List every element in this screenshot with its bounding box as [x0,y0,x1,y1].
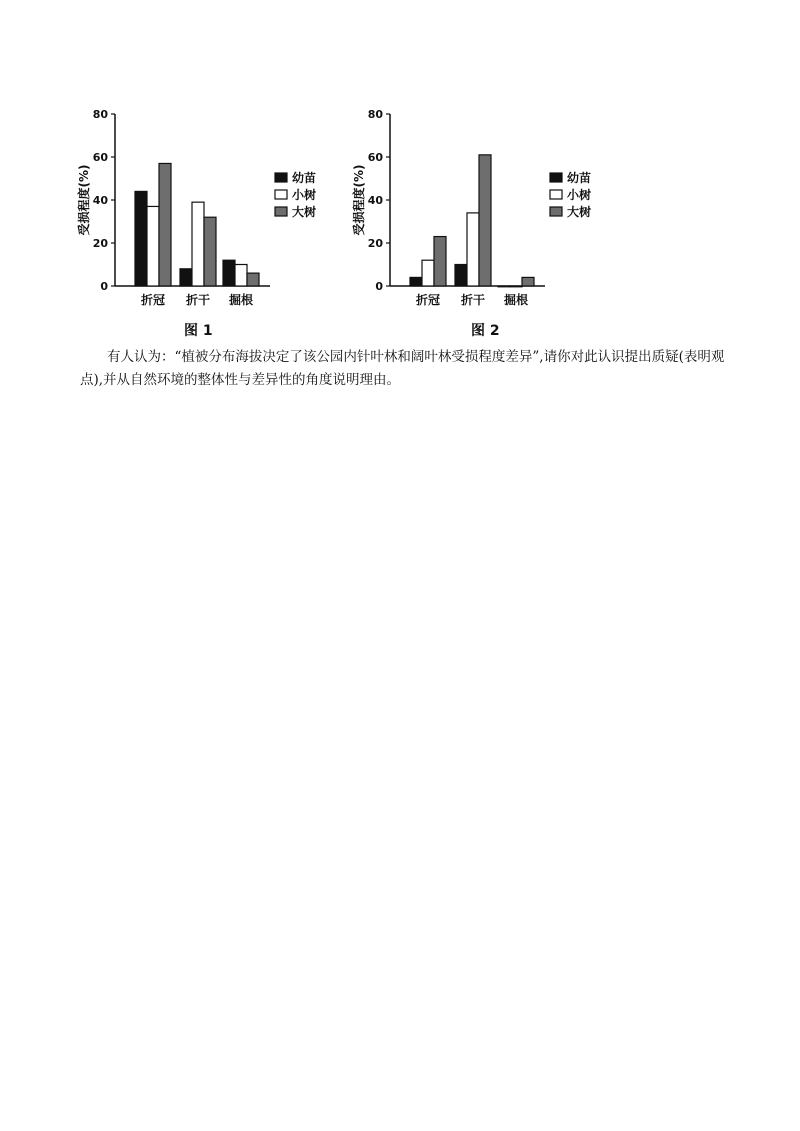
bar-tree [247,273,259,286]
bar-chart-2 [345,100,615,315]
bar-seedling [180,269,192,286]
bar-sapling [192,202,204,286]
x-tick-label: 折冠 [140,293,166,307]
bar-seedling [223,260,235,286]
x-tick-label: 折干 [460,293,486,307]
bar-tree [434,237,446,286]
bar-seedling [455,265,467,287]
y-tick-label: 0 [100,280,108,293]
question-text: 有人认为：“植被分布海拔决定了该公园内针叶林和阔叶林受损程度差异”,请你对此认识提出质疑(表明观点),并从自然环境的整体性与差异性的角度说明理由。 [80,349,725,388]
legend-swatch [550,173,562,182]
y-tick-label: 60 [367,151,383,164]
x-tick-label: 掘根 [228,293,254,307]
legend-label: 幼苗 [292,171,317,185]
legend-label: 小树 [292,188,317,202]
y-axis-label: 受损程度(%) [77,164,91,236]
legend-label: 小树 [567,188,592,202]
y-tick-label: 20 [367,237,383,250]
legend-label: 大树 [292,205,317,219]
legend-swatch [275,173,287,182]
chart-figure-1 [70,100,340,319]
bar-seedling [410,277,422,286]
legend-label: 幼苗 [567,171,592,185]
legend-swatch [275,190,287,199]
legend-swatch [275,207,287,216]
legend-swatch [550,190,562,199]
y-tick-label: 60 [92,151,108,164]
y-tick-label: 80 [367,108,383,121]
legend-label: 大树 [567,205,592,219]
y-tick-label: 0 [375,280,383,293]
bar-sapling [467,213,479,286]
y-tick-label: 40 [367,194,383,207]
x-tick-label: 折冠 [415,293,441,307]
y-tick-label: 40 [92,194,108,207]
figure-1-caption: 图 1 [184,323,213,339]
bar-chart-1 [70,100,340,315]
bar-tree [159,163,171,286]
x-tick-label: 折干 [185,293,211,307]
y-axis-label: 受损程度(%) [352,164,366,236]
figure-2-caption: 图 2 [471,323,500,339]
bar-sapling [510,286,522,287]
y-tick-label: 20 [92,237,108,250]
bar-sapling [147,206,159,286]
y-tick-label: 80 [92,108,108,121]
bar-seedling [135,191,147,286]
bar-tree [479,155,491,286]
x-tick-label: 掘根 [503,293,529,307]
bar-seedling [498,286,510,287]
bar-tree [204,217,216,286]
bar-sapling [235,265,247,287]
bar-sapling [422,260,434,286]
legend-swatch [550,207,562,216]
bar-tree [522,277,534,286]
chart-figure-2 [345,100,615,319]
